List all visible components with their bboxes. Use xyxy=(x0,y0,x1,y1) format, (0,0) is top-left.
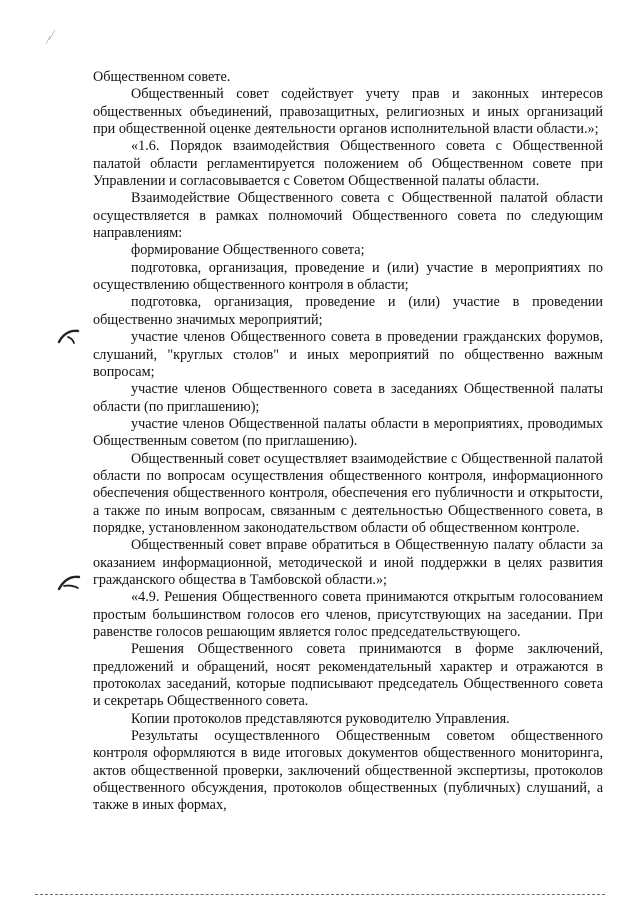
paragraph-council-role: Общественный совет содействует учету прав и законных интересов общественных объединений, правозащитных, религиозных и иных организаций при общественной оценке деятельности органов исполнительной власти области.»; xyxy=(93,86,603,138)
paragraph-continuation: Общественном совете. xyxy=(93,69,231,85)
paragraph-interaction-questions: Общественный совет осуществляет взаимодействие с Общественной палатой области по вопросам осуществления общественного контроля, информационного обеспечения общественного контроля, обеспечения его публичности и открытости, а также по иным вопросам, связанным с деятельностью Общественного совета, в порядке, установленном законодательством области об общественном контроле. xyxy=(93,450,603,536)
paragraph-control-results: Результаты осуществленного Общественным советом общественного контроля оформляются в виде итоговых документов общественного мониторинга, актов общественной проверки, заключений общественной экспертизы, протоколов общественного обсуждения, протоколов общественных (публичных) слушаний, а также в иных формах, xyxy=(93,728,603,814)
scan-edge-line xyxy=(35,894,605,895)
hole-punch-mark-lower xyxy=(56,573,82,595)
paragraph-interaction-directions: Взаимодействие Общественного совета с Общественной палатой области осуществляется в рамках полномочий Общественного совета по следующим направлениям: xyxy=(93,190,603,242)
paragraph-protocol-copies: Копии протоколов представляются руководителю Управления. xyxy=(131,710,510,727)
list-item-significant-events: подготовка, организация, проведение и (или) участие в проведении общественно значимых мероприятий; xyxy=(93,294,603,328)
list-item-formation: формирование Общественного совета; xyxy=(131,242,365,259)
list-item-public-control-events: подготовка, организация, проведение и (или) участие в мероприятиях по осуществлению общественного контроля в области; xyxy=(93,259,603,294)
paragraph-support-request: Общественный совет вправе обратиться в Общественную палату области за оказанием информационной, методической и иной поддержки в целях развития гражданского общества в Тамбовской области.»; xyxy=(93,537,603,588)
scan-speck-mark xyxy=(44,28,58,46)
paragraph-decisions-form: Решения Общественного совета принимаются в форме заключений, предложений и обращений, носят рекомендательный характер и отражаются в протоколах заседаний, которые подписывают председатель Общественного совета и секретарь Общественного совета. xyxy=(93,641,603,710)
hole-punch-mark-upper xyxy=(56,328,82,348)
list-item-civic-forums: участие членов Общественного совета в проведении гражданских форумов, слушаний, "круглых столов" и иных мероприятий по общественно важным вопросам; xyxy=(93,329,603,380)
paragraph-section-4-9: «4.9. Решения Общественного совета принимаются открытым голосованием простым большинством голосов его членов, присутствующих на заседании. При равенстве голосов решающим является голос председательствующего. xyxy=(93,589,603,640)
list-item-council-events: участие членов Общественной палаты области в мероприятиях, проводимых Общественным советом (по приглашению). xyxy=(93,415,603,450)
document-body xyxy=(93,69,603,815)
list-item-chamber-meetings: участие членов Общественного совета в заседаниях Общественной палаты области (по приглашению); xyxy=(93,381,603,415)
paragraph-section-1-6: «1.6. Порядок взаимодействия Общественного совета с Общественной палатой области регламентируется положением об Общественном совете при Управлении и согласовывается с Советом Общественной палаты области. xyxy=(93,138,603,190)
